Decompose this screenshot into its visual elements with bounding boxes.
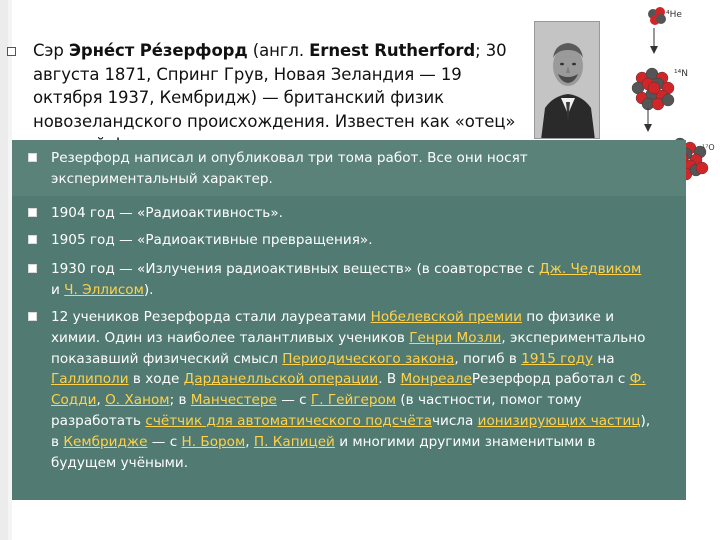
wiki-link[interactable]: П. Капицей [253,433,335,450]
list-item-text [51,203,651,224]
intro-mid: (англ. [247,41,310,60]
list-text-segment: и многими другими знаменитыми в будущем учёными. [51,433,596,471]
helium-nucleus-icon [648,7,666,25]
list-bullet-icon [28,208,37,217]
list-text-segment: , экспериментально показавший физический смысл [51,329,646,367]
intro-name-en: Ernest Rutherford [309,41,476,60]
list-text-segment: — с [276,392,311,409]
wiki-link[interactable]: Монреале [400,371,472,388]
list-text-segment: — с [147,433,182,450]
rutherford-portrait [534,21,600,139]
wiki-link[interactable]: Н. Бором [181,433,246,450]
list-item-text [51,259,651,301]
list-text-segment: , [96,392,106,409]
list-text-segment: Резерфорд написал и опубликовал три тома работ. Все они носят экспериментальный характер. [51,150,528,187]
list-item-text [51,307,651,473]
wiki-link[interactable]: Периодического закона [282,350,455,367]
list-text-segment: , погиб в [454,350,522,367]
portrait-drawing [535,22,600,139]
wiki-link[interactable]: 1915 году [521,350,594,367]
left-decor-stripe [0,0,8,540]
list-text-segment: 1930 год — «Излучения радиоактивных веществ» (в соавторстве с [51,261,539,277]
list-text-segment: , [245,433,254,450]
wiki-link[interactable]: Ф. Содди [51,371,646,409]
list-item-text [51,230,651,251]
list-text-segment: 12 учеников Резерфорда стали лауреатами [51,309,371,325]
list-text-segment: 1905 год — «Радиоактивные превращения». [51,232,373,248]
arrow-down-icon [644,124,652,132]
intro-suffix: ; 30 августа 1871, Спринг Грув, Новая Зеландия — 19 октября 1937, Кембридж) — британский физик новозеландского происхождения. Известен как «отец» [33,41,516,131]
list-bullet-icon [28,264,37,273]
wiki-link[interactable]: Галлиполи [51,371,129,388]
list-bullet-icon [28,153,37,162]
list-text-segment: . В [378,371,401,388]
list-text-segment: в ходе [128,371,184,388]
list-text-segment: (в частности, помог тому разработать [51,392,582,429]
wiki-link[interactable]: Нобелевской премии [370,309,522,325]
list-text-segment: ). [143,281,154,298]
arrow-down-icon [650,46,658,54]
nitrogen-nucleus-icon [632,68,674,110]
list-bullet-icon [28,312,37,321]
list-text-segment: на [593,350,615,367]
wiki-link[interactable]: Ч. Эллисом [64,281,144,298]
list-item-text [51,148,651,190]
intro-bullet-icon [7,47,16,56]
wiki-link[interactable]: Манчестере [190,392,277,409]
wiki-link[interactable]: счётчик для автоматического подсчёта [145,412,432,429]
wiki-link[interactable]: Генри Мозли [409,329,502,346]
wiki-link[interactable]: Дарданелльской операции [183,371,379,388]
wiki-link[interactable]: Кембридже [63,433,148,450]
list-text-segment: числа [431,412,478,429]
list-text-segment: по физике и химии. Один из наиболее талантливых учеников [51,309,615,346]
n-label: ¹⁴N [674,69,688,79]
list-text-segment: 1904 год — «Радиоактивность». [51,205,283,221]
o-label: ¹⁷O [702,143,715,152]
list-bullet-icon [28,235,37,244]
he-label: ⁴He [666,10,682,20]
intro-paragraph [33,39,533,157]
intro-name-ru: Эрне́ст Ре́зерфорд [68,41,248,60]
wiki-link[interactable]: О. Ханом [105,392,170,409]
wiki-link[interactable]: Дж. Чедвиком [538,261,642,277]
wiki-link[interactable]: ионизирующих частиц [477,412,641,429]
list-text-segment: Резерфорд работал с [471,371,630,388]
wiki-link[interactable]: Г. Гейгером [310,392,397,409]
list-text-segment: ; в [169,392,191,409]
intro-prefix: Сэр [33,41,69,60]
list-text-segment: ), в [51,412,651,450]
list-text-segment: и [51,281,65,298]
